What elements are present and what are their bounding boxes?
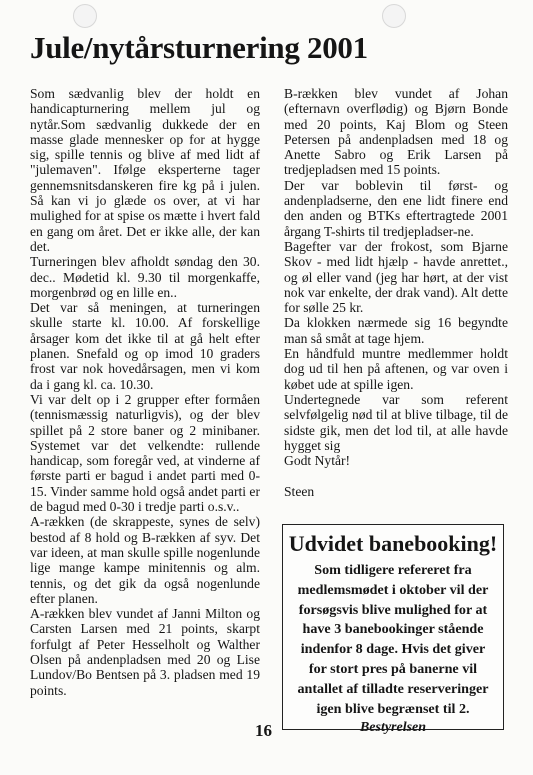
page-title: Jule/nytårsturnering 2001: [30, 30, 368, 65]
paragraph: Der var boblevin til først- og andenpladserne, den ene lidt finere end den anden og BTKs eftertragtede 2001 årgang T-shirts til tredjepladser-ne.: [284, 177, 508, 239]
paragraph: Bagefter var der frokost, som Bjarne Skov - med lidt hjælp - havde anrettet., og øl eller vand (jeg har hørt, at der vist nok var enkelte, der drak vand). Alt dette for sølle 25 kr.: [284, 238, 508, 316]
paragraph: Da klokken nærmede sig 16 begyndte man så småt at tage hjem.: [284, 315, 508, 346]
paragraph: Undertegnede var som referent selvfølgelig nød til at blive tilbage, til de sidste gik, men det lod til, at alle havde hygget sig: [284, 391, 508, 453]
paragraph: A-rækken blev vundet af Janni Milton og Carsten Larsen med 21 points, skarpt forfulgt af Peter Hesselholt og Walther Olsen på andenpladsen med 20 og Lise Lundov/Bo Bentsen på 3. pladsen med 19 points.: [30, 606, 260, 698]
paragraph: Vi var delt op i 2 grupper efter formåen (tennismæssig naturligvis), og der blev spillet på 2 store baner og 2 minibaner. Systemet var det velkendte: rullende handicap, som foregår ved, at vinderne af første parti er bagud i andet parti med 0-15. Vinder samme hold også andet parti er de bagud med 0-30 i tredje parti o.s.v..: [30, 391, 260, 515]
notice-box: [282, 524, 504, 736]
paragraph: Turneringen blev afholdt søndag den 30. dec.. Mødetid kl. 9.30 til morgenkaffe, morgenbrød og en lille en..: [30, 254, 260, 300]
paragraph: A-rækken (de skrappeste, synes de selv) bestod af 8 hold og B-rækken af syv. Det var ideen, at man skulle spille nogenlunde lige mange kampe minitennis og alm. tennis, og det gik da også nogenlunde efter planen.: [30, 514, 260, 606]
paragraph: Som sædvanlig blev der holdt en handicapturnering mellem jul og nytår.Som sædvanlig dukkede der en masse glade mennesker op for at hygge sig, spille tennis og blive af med lidt af "julemaven". Ifølge eksperterne tager gennemsnitsdanskeren fire kg på i julen. Så kan vi jo glæde os over, at vi har mulighed for at spise os mætte i hvert fald en gang om året. Det er ikke alle, der kan det.: [30, 86, 260, 254]
punch-hole-right: [382, 4, 406, 28]
article-left-column: [30, 86, 260, 698]
notice-title: Udvidet banebooking!: [288, 531, 498, 556]
article-right-column: [284, 86, 508, 499]
punch-hole-left: [73, 4, 97, 28]
bleed-through-text: [345, 40, 533, 60]
page-number: 16: [255, 721, 272, 740]
paragraph: Det var så meningen, at turneringen skulle starte kl. 10.00. Af forskellige årsager kom det ikke til at gå helt efter planen. Snefald og op imod 10 graders frost var nok hovedårsagen, men vi kom da i gang kl. ca. 10.30.: [30, 300, 260, 392]
author-signature: Steen: [284, 483, 315, 499]
notice-signature: Bestyrelsen: [359, 720, 427, 736]
paragraph: En håndfuld muntre medlemmer holdt dog ud til hen på aftenen, og var oven i købet ude at spille igen.: [284, 346, 508, 392]
paragraph: B-rækken blev vundet af Johan (efternavn overflødig) og Bjørn Bonde med 20 points, Kaj Blom og Steen Petersen på andenpladsen med 18 og Anette Sabro og Erik Larsen på tredjepladsen med 15 points.: [284, 86, 508, 178]
notice-body: Som tidligere refereret fra medlemsmødet i oktober vil der forsøgsvis blive mulighed for at have 3 banebookinger stående indenfor 8 dage. Hvis det giver for stort pres på banerne vil antallet af tilladte reserveringer igen blive begrænset til 2.: [297, 562, 489, 717]
spacer-line: [284, 468, 508, 483]
closing-greeting: Godt Nytår!: [284, 453, 351, 469]
